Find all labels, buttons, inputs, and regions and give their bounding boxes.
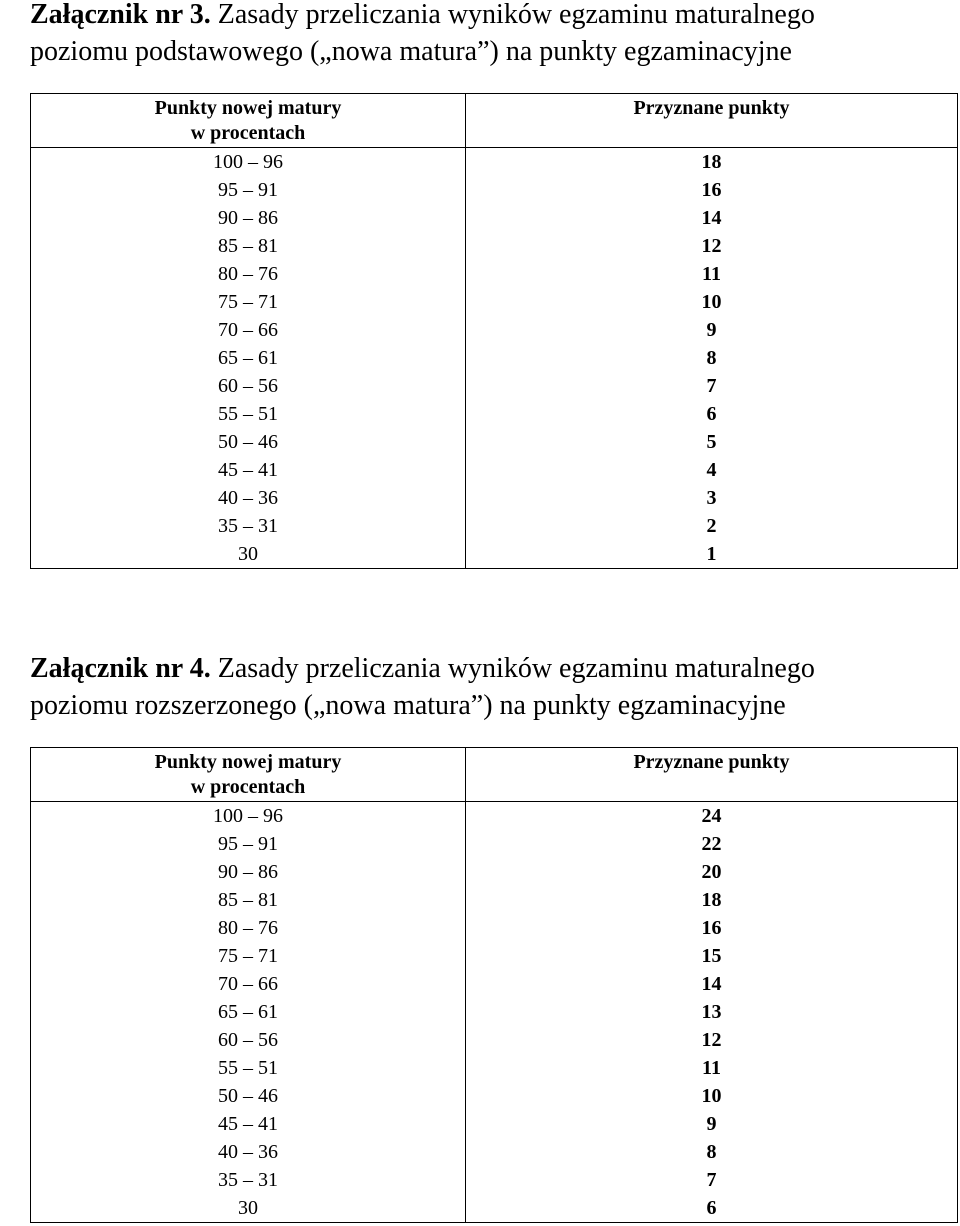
table-row — [31, 540, 958, 569]
annex-3-title-line2: poziomu podstawowego („nowa matura”) na punkty egzaminacyjne — [30, 36, 792, 67]
percent-range-cell: 30 — [31, 1194, 466, 1223]
table-row — [31, 512, 958, 540]
table-row — [31, 886, 958, 914]
table-row — [31, 260, 958, 288]
percent-range-cell: 50 – 46 — [31, 1082, 466, 1110]
points-cell: 12 — [466, 1026, 958, 1054]
table-row — [31, 484, 958, 512]
percent-range-cell: 80 – 76 — [31, 914, 466, 942]
table-row — [31, 204, 958, 232]
table-row — [31, 830, 958, 858]
table-row — [31, 344, 958, 372]
percent-range-cell: 85 – 81 — [31, 232, 466, 260]
table-row — [31, 914, 958, 942]
percent-range-cell: 80 – 76 — [31, 260, 466, 288]
points-cell: 11 — [466, 260, 958, 288]
points-cell: 1 — [466, 540, 958, 569]
points-cell: 3 — [466, 484, 958, 512]
percent-range-cell: 75 – 71 — [31, 288, 466, 316]
points-column-header: Przyznane punkty — [466, 94, 958, 148]
points-cell: 12 — [466, 232, 958, 260]
percent-range-cell: 90 – 86 — [31, 858, 466, 886]
table-row — [31, 400, 958, 428]
percent-range-cell: 55 – 51 — [31, 400, 466, 428]
percent-header-line2: w procentach — [190, 122, 306, 144]
table-row — [31, 372, 958, 400]
percent-range-cell: 95 – 91 — [31, 830, 466, 858]
points-cell: 15 — [466, 942, 958, 970]
points-cell: 22 — [466, 830, 958, 858]
percent-range-cell: 65 – 61 — [31, 344, 466, 372]
percent-column-header — [31, 94, 466, 148]
table-row — [31, 1194, 958, 1223]
table-row — [31, 316, 958, 344]
points-cell: 11 — [466, 1054, 958, 1082]
table-row — [31, 1110, 958, 1138]
annex-4-label: Załącznik nr 4. — [30, 653, 211, 684]
annex-3-title-line1: Zasady przeliczania wyników egzaminu maturalnego — [217, 0, 815, 30]
points-cell: 13 — [466, 998, 958, 1026]
annex-4-heading — [30, 650, 950, 724]
annex-4-title-line1: Zasady przeliczania wyników egzaminu maturalnego — [217, 653, 815, 684]
percent-header-line2: w procentach — [190, 776, 306, 798]
table-header-row — [31, 748, 958, 802]
points-cell: 9 — [466, 1110, 958, 1138]
points-cell: 24 — [466, 802, 958, 831]
percent-range-cell: 55 – 51 — [31, 1054, 466, 1082]
points-cell: 16 — [466, 176, 958, 204]
points-cell: 5 — [466, 428, 958, 456]
annex-3-table — [30, 93, 958, 569]
percent-header-line1: Punkty nowej matury — [154, 97, 342, 119]
percent-range-cell: 45 – 41 — [31, 456, 466, 484]
points-cell: 6 — [466, 400, 958, 428]
points-cell: 18 — [466, 148, 958, 177]
points-cell: 10 — [466, 288, 958, 316]
percent-range-cell: 65 – 61 — [31, 998, 466, 1026]
percent-range-cell: 40 – 36 — [31, 484, 466, 512]
percent-range-cell: 30 — [31, 540, 466, 569]
percent-range-cell: 40 – 36 — [31, 1138, 466, 1166]
points-cell: 2 — [466, 512, 958, 540]
table-row — [31, 970, 958, 998]
annex-3-heading — [30, 0, 950, 70]
points-cell: 16 — [466, 914, 958, 942]
points-cell: 4 — [466, 456, 958, 484]
table-row — [31, 942, 958, 970]
percent-range-cell: 45 – 41 — [31, 1110, 466, 1138]
annex-4-title-line2: poziomu rozszerzonego („nowa matura”) na punkty egzaminacyjne — [30, 690, 786, 721]
table-row — [31, 232, 958, 260]
table-row — [31, 1166, 958, 1194]
table-row — [31, 998, 958, 1026]
percent-range-cell: 60 – 56 — [31, 372, 466, 400]
points-cell: 14 — [466, 970, 958, 998]
percent-range-cell: 35 – 31 — [31, 512, 466, 540]
table-row — [31, 802, 958, 831]
table-row — [31, 288, 958, 316]
percent-range-cell: 70 – 66 — [31, 316, 466, 344]
table-row — [31, 1026, 958, 1054]
points-cell: 18 — [466, 886, 958, 914]
table-header-row — [31, 94, 958, 148]
points-column-header: Przyznane punkty — [466, 748, 958, 802]
annex-3-label: Załącznik nr 3. — [30, 0, 211, 30]
points-cell: 9 — [466, 316, 958, 344]
percent-range-cell: 35 – 31 — [31, 1166, 466, 1194]
points-cell: 6 — [466, 1194, 958, 1223]
percent-header-line1: Punkty nowej matury — [154, 751, 342, 773]
percent-range-cell: 75 – 71 — [31, 942, 466, 970]
percent-range-cell: 70 – 66 — [31, 970, 466, 998]
percent-range-cell: 95 – 91 — [31, 176, 466, 204]
points-cell: 8 — [466, 1138, 958, 1166]
annex-4-table — [30, 747, 958, 1223]
table-row — [31, 456, 958, 484]
points-cell: 8 — [466, 344, 958, 372]
table-row — [31, 1054, 958, 1082]
table-row — [31, 858, 958, 886]
percent-range-cell: 90 – 86 — [31, 204, 466, 232]
table-row — [31, 428, 958, 456]
points-cell: 7 — [466, 1166, 958, 1194]
percent-range-cell: 85 – 81 — [31, 886, 466, 914]
percent-range-cell: 50 – 46 — [31, 428, 466, 456]
table-row — [31, 1138, 958, 1166]
table-row — [31, 148, 958, 177]
table-row — [31, 176, 958, 204]
points-cell: 10 — [466, 1082, 958, 1110]
percent-range-cell: 100 – 96 — [31, 148, 466, 177]
points-cell: 20 — [466, 858, 958, 886]
percent-column-header — [31, 748, 466, 802]
points-cell: 14 — [466, 204, 958, 232]
points-cell: 7 — [466, 372, 958, 400]
percent-range-cell: 60 – 56 — [31, 1026, 466, 1054]
table-row — [31, 1082, 958, 1110]
percent-range-cell: 100 – 96 — [31, 802, 466, 831]
